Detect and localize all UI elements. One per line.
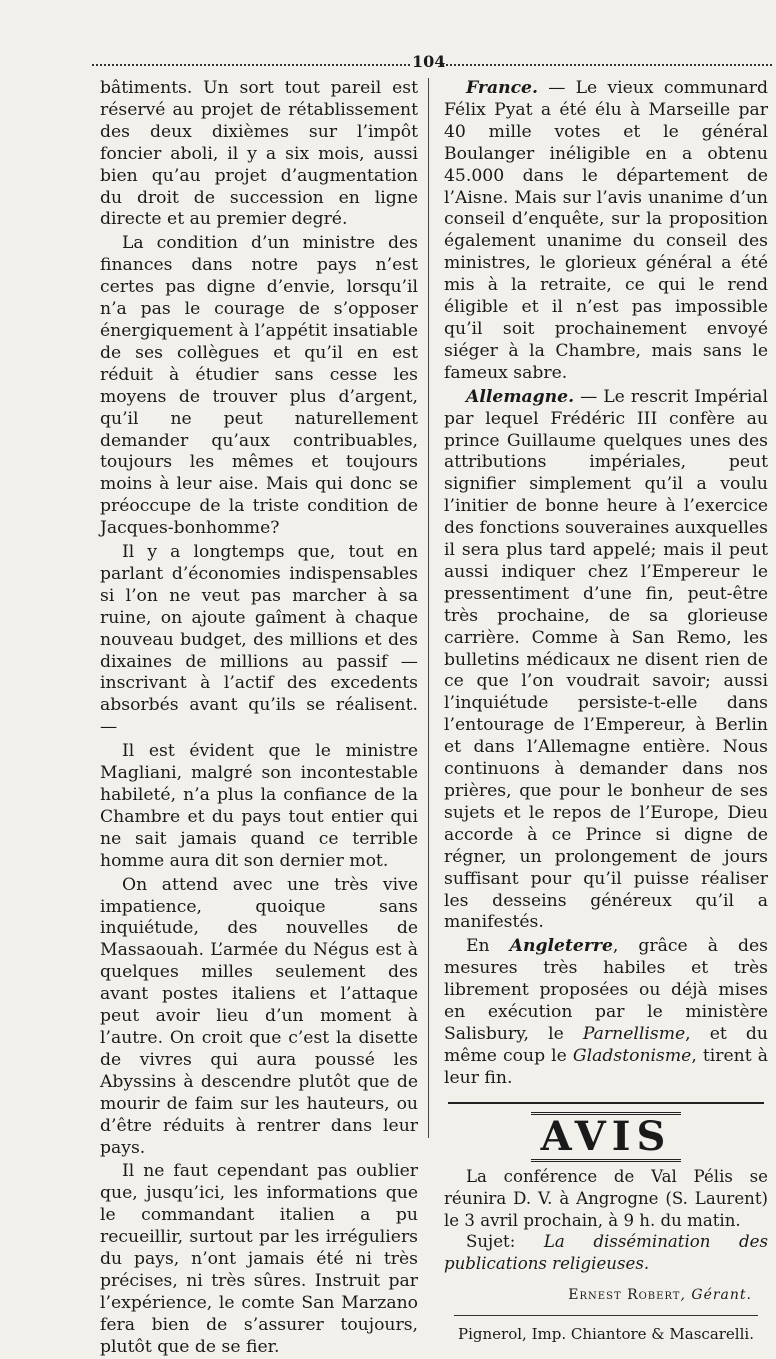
right-column	[444, 78, 768, 1346]
country-label-allemagne: Allemagne.	[466, 386, 575, 407]
left-column	[100, 78, 418, 1359]
angleterre-prefix: En	[466, 936, 510, 957]
gladstonisme-term: Gladstonisme	[572, 1045, 692, 1066]
section-separator	[448, 1102, 764, 1104]
avis-announcement: La conférence de Val Pélis se réunira D. V. à Angrogne (S. Laurent) le 3 avril prochain, à 9 h. du matin.	[444, 1166, 768, 1230]
angleterre-text-1: , grâce à des mesures très habiles et très librement proposées ou déjà mises en exécution par le ministère Salisbury, le	[444, 936, 768, 1044]
paragraph-allemagne	[444, 387, 768, 935]
parnellisme-term: Parnellisme	[582, 1023, 686, 1044]
paragraph-budget: bâtiments. Un sort tout pareil est réservé au projet de rétablissement des deux dixièmes sur l’impôt foncier aboli, il y a six mois, aussi bien qu’au projet d’augmentation du droit de succession en ligne directe et au premier degré.	[100, 78, 418, 230]
paragraph-massaouah: On attend avec une très vive impatience, quoique sans inquiétude, des nouvelles de Massaouah. L’armée du Négus est à quelques milles seulement des avant postes italiens et l’attaque peut avoir lieu d’un moment à l’autre. On croit que c’est la disette de vivres qui aura poussé les Abyssins à descendre plutôt que de mourir de faim sur les hauteurs, ou d’être réduits à rentrer dans leur pays.	[100, 874, 418, 1158]
footer-rule	[454, 1315, 758, 1316]
gerant-signature	[444, 1285, 768, 1307]
page-number: 104	[412, 52, 446, 71]
page-header	[92, 52, 772, 74]
sujet-label: Sujet:	[466, 1232, 544, 1252]
header-dotted-rule-left	[92, 64, 410, 66]
paragraph-angleterre	[444, 936, 768, 1089]
country-label-angleterre: Angleterre	[509, 936, 613, 957]
paragraph-magliani: Il est évident que le ministre Magliani, malgré son incontestable habileté, n’a plus la confiance de la Chambre et du pays tout entier qui ne sait jamais quand ce terrible homme aura dit son dernier mot.	[100, 741, 418, 871]
printer-imprint: Pignerol, Imp. Chiantore & Mascarelli.	[458, 1325, 754, 1344]
country-label-france: France.	[466, 78, 538, 98]
gerant-name: Ernest Robert	[568, 1287, 681, 1304]
avis-heading	[444, 1112, 768, 1162]
allemagne-text: — Le rescrit Impérial par lequel Frédéric III confère au prince Guillaume quelques unes des attributions impériales, peut signifier simplement qu’il a voulu l’initier de bonne heure à l’exercice des fonctions souveraines auxquelles il sera plus tard appelé; mais il peut aussi indiquer chez l’Empereur le pressentiment d’une fin, peut-être très prochaine, de sa glorieuse carrière. Comme à San Remo, les bulletins médicaux ne disent rien de ce que l’on voudrait savoir; aussi l’inquiétude persiste-t-elle dans l’entourage de l’Empereur, à Berlin et dans l’Allemagne entière. Nous continuons à demander dans nos prières, que pour le bonheur de ses sujets et le repos de l’Europe, Dieu accorde à ce Prince si digne de régner, un prolongement de jours suffisant pour qu’il puisse réaliser les desseins généreux qu’il a manifestés.	[444, 386, 768, 933]
france-text: — Le vieux communard Félix Pyat a été élu à Marseille par 40 mille votes et le général Boulanger inéligible en a obtenu 45.000 dans le département de l’Aisne. Mais sur l’avis unanime d’un conseil d’enquête, sur la proposition également unanime du conseil des ministres, le glorieux général a été mis à la retraite, ce qui le rend éligible et il n’est pas impossible qu’il soit prochainement envoyé siéger à la Chambre, mais sans le fameux sabre.	[444, 78, 768, 383]
column-divider	[428, 78, 429, 1138]
angleterre-text-2: , et du même coup le	[444, 1023, 768, 1066]
avis-title-text: AVIS	[531, 1112, 682, 1162]
paragraph-san-marzano: Il ne faut cependant pas oublier que, jusqu’ici, les informations que le commandant italien a pu recueillir, surtout par les irréguliers du pays, n’ont jamais été ni très précises, ni très sûres. Instruit par l’expérience, le comte San Marzano fera bien de s’assurer toujours, plutôt que de se fier.	[100, 1161, 418, 1357]
sujet-text: La dissémination des publications religieuses.	[444, 1232, 768, 1274]
paragraph-economies: Il y a longtemps que, tout en parlant d’économies indispensables si l’on ne veut pas marcher à sa ruine, on ajoute gaîment à chaque nouveau budget, des millions et des dixaines de millions au passif — inscrivant à l’actif des excedents absorbés avant qu’ils se réalisent. —	[100, 542, 418, 738]
paragraph-finance-minister: La condition d’un ministre des finances dans notre pays n’est certes pas digne d’envie, lorsqu’il n’a pas le courage de s’opposer énergiquement à l’appétit insatiable de ses collègues et qu’il en est réduit à étudier sans cesse les moyens de trouver plus d’argent, qu’il ne peut naturellement demander qu’aux contribuables, toujours les mêmes et toujours moins à leur aise. Mais qui donc se préoccupe de la triste condition de Jacques-bonhomme?	[100, 233, 418, 539]
paragraph-france	[444, 78, 768, 385]
avis-subject	[444, 1231, 768, 1275]
header-dotted-rule-right	[442, 64, 772, 66]
gerant-title: , Gérant.	[680, 1287, 752, 1304]
angleterre-text-3: , tirent à leur fin.	[444, 1045, 768, 1088]
